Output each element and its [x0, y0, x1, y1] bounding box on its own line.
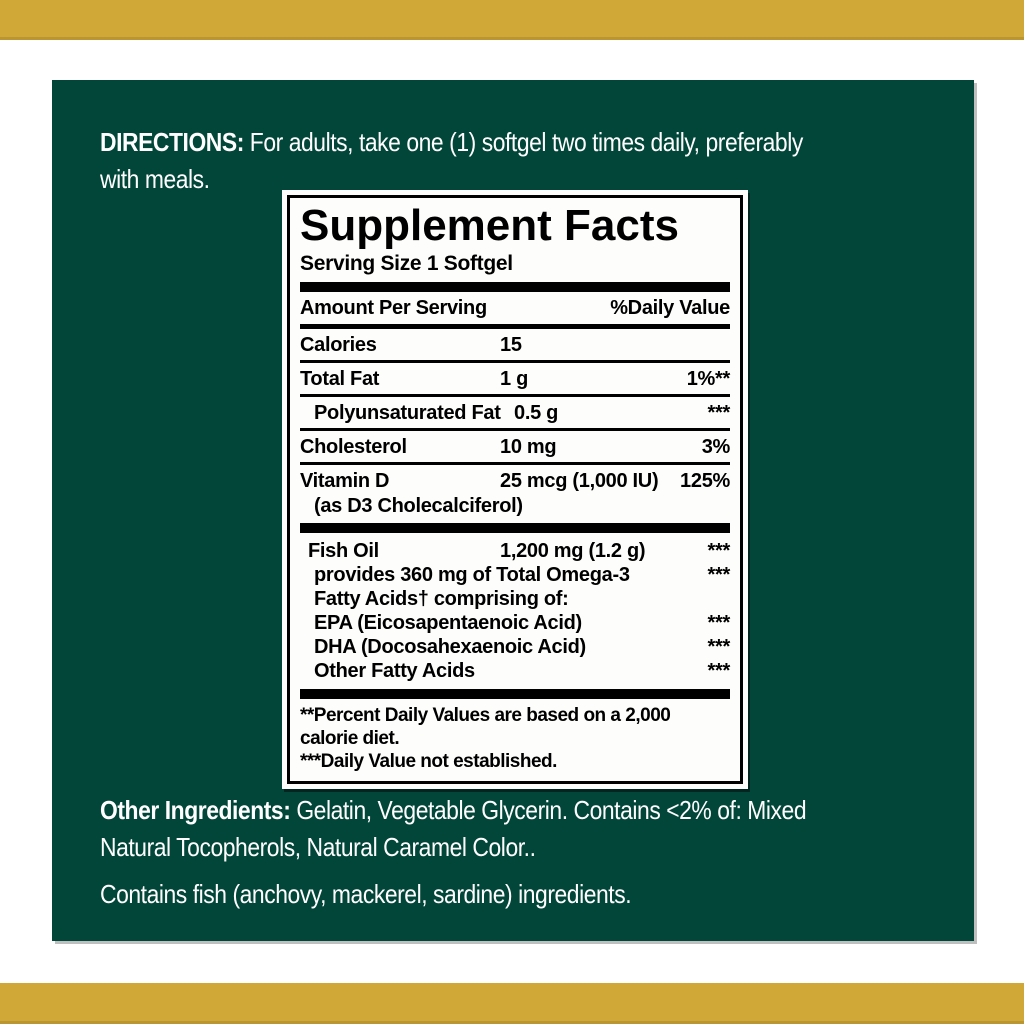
supplement-facts-panel	[282, 190, 748, 789]
table-row-total-fat	[300, 363, 730, 397]
nutrient-amount: 1,200 mg (1.2 g)	[500, 540, 646, 562]
footnote-dv-not-established: ***Daily Value not established.	[300, 751, 557, 772]
nutrient-dv: ***	[707, 540, 730, 562]
other-ingredients-line-1	[100, 792, 806, 829]
fish-oil-line-omega3	[300, 563, 730, 587]
nutrient-name: Fish Oil	[308, 540, 379, 562]
nutrient-dv: 125%	[680, 470, 730, 492]
nutrient-amount: 15	[500, 334, 522, 356]
section-divider-thick	[300, 282, 730, 292]
nutrient-name: Cholesterol	[300, 436, 407, 458]
line-dv: ***	[707, 636, 730, 658]
daily-value-header: %Daily Value	[610, 297, 730, 319]
top-gold-bar	[0, 0, 1024, 40]
fish-oil-block	[300, 533, 730, 689]
supplement-facts-border	[287, 195, 743, 784]
other-ingredients-text	[100, 792, 806, 866]
nutrient-amount: 1 g	[500, 368, 528, 390]
table-row-fish-oil	[300, 539, 730, 563]
amount-per-serving-header: Amount Per Serving	[300, 297, 487, 319]
line-dv: ***	[707, 564, 730, 586]
nutrient-amount: 10 mg	[500, 436, 557, 458]
footnote-dv-basis-line-2: calorie diet.	[300, 728, 400, 749]
table-row-polyunsaturated-fat	[300, 397, 730, 431]
nutrient-name: Total Fat	[300, 368, 380, 390]
section-divider-thick	[300, 523, 730, 533]
line-dv: ***	[707, 660, 730, 682]
directions-line-2: with meals.	[100, 164, 210, 194]
nutrient-dv: 3%	[701, 436, 730, 458]
line-text: provides 360 mg of Total Omega-3	[314, 564, 630, 586]
fish-oil-line-other-fatty-acids	[300, 659, 730, 683]
bottom-gold-bar	[0, 983, 1024, 1024]
other-ingredients-heading: Other Ingredients:	[100, 795, 291, 825]
nutrient-name: Calories	[300, 334, 377, 356]
table-row-calories	[300, 329, 730, 363]
line-text: DHA (Docosahexaenoic Acid)	[314, 636, 586, 658]
directions-body: For adults, take one (1) softgel two times daily, preferably	[243, 127, 803, 157]
nutrient-amount: 25 mcg (1,000 IU)	[500, 470, 659, 492]
nutrient-dv: 1%**	[686, 368, 730, 390]
nutrient-subline: (as D3 Cholecalciferol)	[314, 495, 523, 517]
allergen-line: Contains fish (anchovy, mackerel, sardine) ingredients.	[100, 879, 632, 909]
table-row-cholesterol	[300, 431, 730, 465]
nutrient-amount: 0.5 g	[514, 402, 559, 424]
serving-size: Serving Size 1 Softgel	[300, 252, 513, 275]
table-row-vitamin-d	[300, 465, 730, 523]
line-text: EPA (Eicosapentaenoic Acid)	[314, 612, 582, 634]
nutrient-dv: ***	[707, 402, 730, 424]
footnote-dv-basis-line-1: **Percent Daily Values are based on a 2,000	[300, 705, 671, 726]
supplement-facts-title: Supplement Facts	[300, 201, 679, 250]
directions-text	[100, 124, 803, 198]
table-header	[300, 292, 730, 329]
label-background	[52, 80, 974, 941]
other-ingredients-line-2: Natural Tocopherols, Natural Caramel Color..	[100, 832, 536, 862]
fish-oil-line-epa	[300, 611, 730, 635]
section-divider-thick	[300, 689, 730, 699]
other-ingredients-body: Gelatin, Vegetable Glycerin. Contains <2% of: Mixed	[290, 795, 807, 825]
line-text: Fatty Acids† comprising of:	[314, 588, 569, 610]
footnotes	[300, 699, 730, 773]
fish-oil-line-fatty-acids	[300, 587, 730, 611]
nutrient-name: Polyunsaturated Fat	[314, 402, 501, 424]
line-dv: ***	[707, 612, 730, 634]
nutrient-name: Vitamin D	[300, 470, 390, 492]
line-text: Other Fatty Acids	[314, 660, 475, 682]
directions-heading: DIRECTIONS:	[100, 127, 244, 157]
directions-line-1	[100, 124, 803, 161]
allergen-statement	[100, 876, 631, 913]
fish-oil-line-dha	[300, 635, 730, 659]
